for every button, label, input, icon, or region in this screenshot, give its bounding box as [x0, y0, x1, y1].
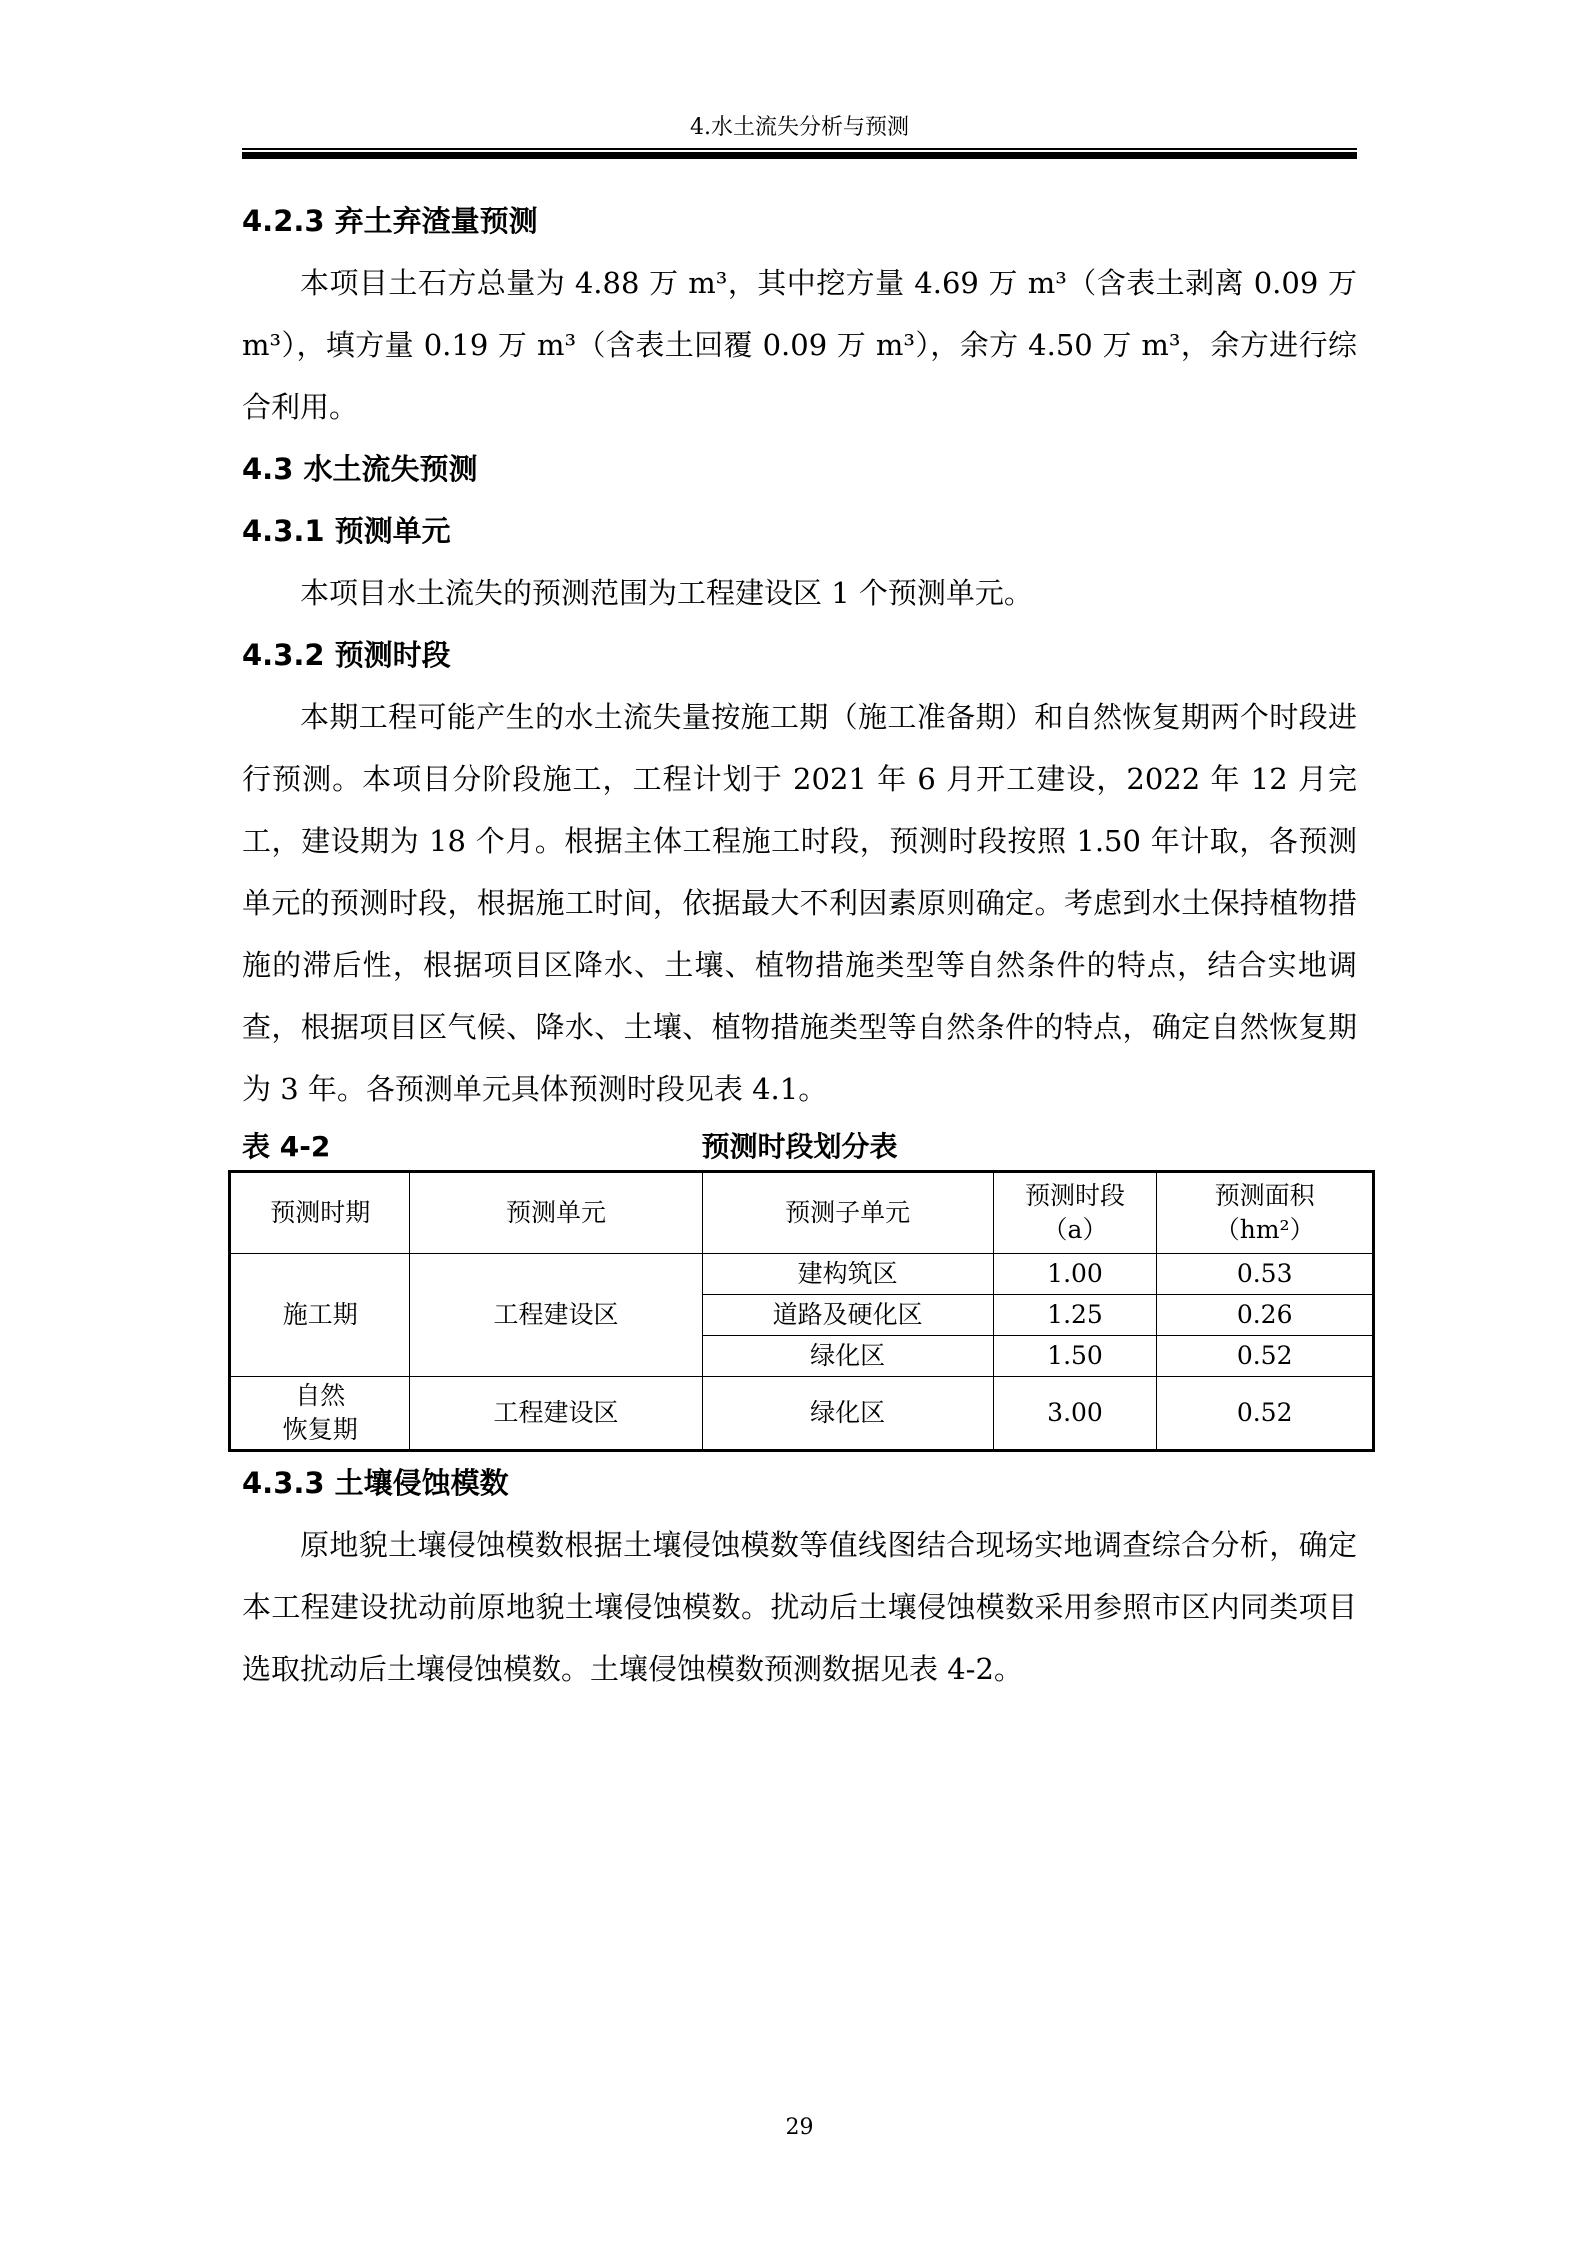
cell-subunit: 建构筑区 [702, 1254, 993, 1295]
prediction-period-table [228, 1170, 1375, 1452]
heading-4-3: 4.3 水土流失预测 [242, 452, 478, 486]
table-row [230, 1254, 1374, 1295]
cell-duration: 3.00 [993, 1377, 1157, 1451]
table-title: 预测时段划分表 [701, 1130, 898, 1163]
paragraph-erosion-modulus: 原地貌土壤侵蚀模数根据土壤侵蚀模数等值线图结合现场实地调查综合分析，确定本工程建设扰动前原地貌土壤侵蚀模数。扰动后土壤侵蚀模数采用参照市区内同类项目选取扰动后土壤侵蚀模数。土壤侵蚀模数预测数据见表 4-2。 [242, 1528, 1357, 1686]
cell-area: 0.52 [1157, 1377, 1374, 1451]
cell-area: 0.53 [1157, 1254, 1374, 1295]
cell-subunit: 绿化区 [702, 1336, 993, 1377]
cell-duration: 1.00 [993, 1254, 1157, 1295]
heading-4-3-1: 4.3.1 预测单元 [242, 514, 451, 548]
header-area: 预测面积 （hm²） [1157, 1172, 1374, 1254]
header-rule-thin [242, 148, 1357, 150]
cell-area: 0.26 [1157, 1295, 1374, 1336]
heading-4-3-2: 4.3.2 预测时段 [242, 638, 451, 672]
table-caption [242, 1124, 1357, 1170]
heading-4-3-3: 4.3.3 土壤侵蚀模数 [242, 1466, 509, 1500]
cell-unit-construction: 工程建设区 [410, 1254, 702, 1377]
cell-area: 0.52 [1157, 1336, 1374, 1377]
paragraph-prediction-unit: 本项目水土流失的预测范围为工程建设区 1 个预测单元。 [300, 576, 1033, 610]
header-unit: 预测单元 [410, 1172, 702, 1254]
page-number: 29 [785, 2115, 814, 2140]
cell-period-construction: 施工期 [230, 1254, 410, 1377]
header-duration: 预测时段 （a） [993, 1172, 1157, 1254]
paragraph-prediction-period: 本期工程可能产生的水土流失量按施工期（施工准备期）和自然恢复期两个时段进行预测。本项目分阶段施工，工程计划于 2021 年 6 月开工建设，2022 年 12 月完工，建设期为 18 个月。根据主体工程施工时段，预测时段按照 1.50 年计取，各预测单元的预测时段，根据施工时间，依据最大不利因素原则确定。考虑到水土保持植物措施的滞后性，根据项目区降水、土壤、植物措施类型等自然条件的特点，结合实地调查，根据项目区气候、降水、土壤、植物措施类型等自然条件的特点，确定自然恢复期为 3 年。各预测单元具体预测时段见表 4.1。 [242, 700, 1357, 1106]
table-number: 表 4-2 [242, 1130, 331, 1163]
cell-period-recovery: 自然 恢复期 [230, 1377, 410, 1451]
page-content [242, 190, 1357, 1700]
cell-duration: 1.50 [993, 1336, 1157, 1377]
cell-subunit: 绿化区 [702, 1377, 993, 1451]
heading-4-2-3: 4.2.3 弃土弃渣量预测 [242, 204, 538, 238]
header-period: 预测时期 [230, 1172, 410, 1254]
paragraph-earthwork: 本项目土石方总量为 4.88 万 m³，其中挖方量 4.69 万 m³（含表土剥离 0.09 万 m³），填方量 0.19 万 m³（含表土回覆 0.09 万 m³），余方 4.50 万 m³，余方进行综合利用。 [242, 266, 1357, 424]
cell-subunit: 道路及硬化区 [702, 1295, 993, 1336]
header-subunit: 预测子单元 [702, 1172, 993, 1254]
running-header: 4.水土流失分析与预测 [690, 115, 909, 140]
cell-duration: 1.25 [993, 1295, 1157, 1336]
cell-unit-recovery: 工程建设区 [410, 1377, 702, 1451]
table-row [230, 1377, 1374, 1451]
table-header-row [230, 1172, 1374, 1254]
header-rule-thick [242, 152, 1357, 159]
